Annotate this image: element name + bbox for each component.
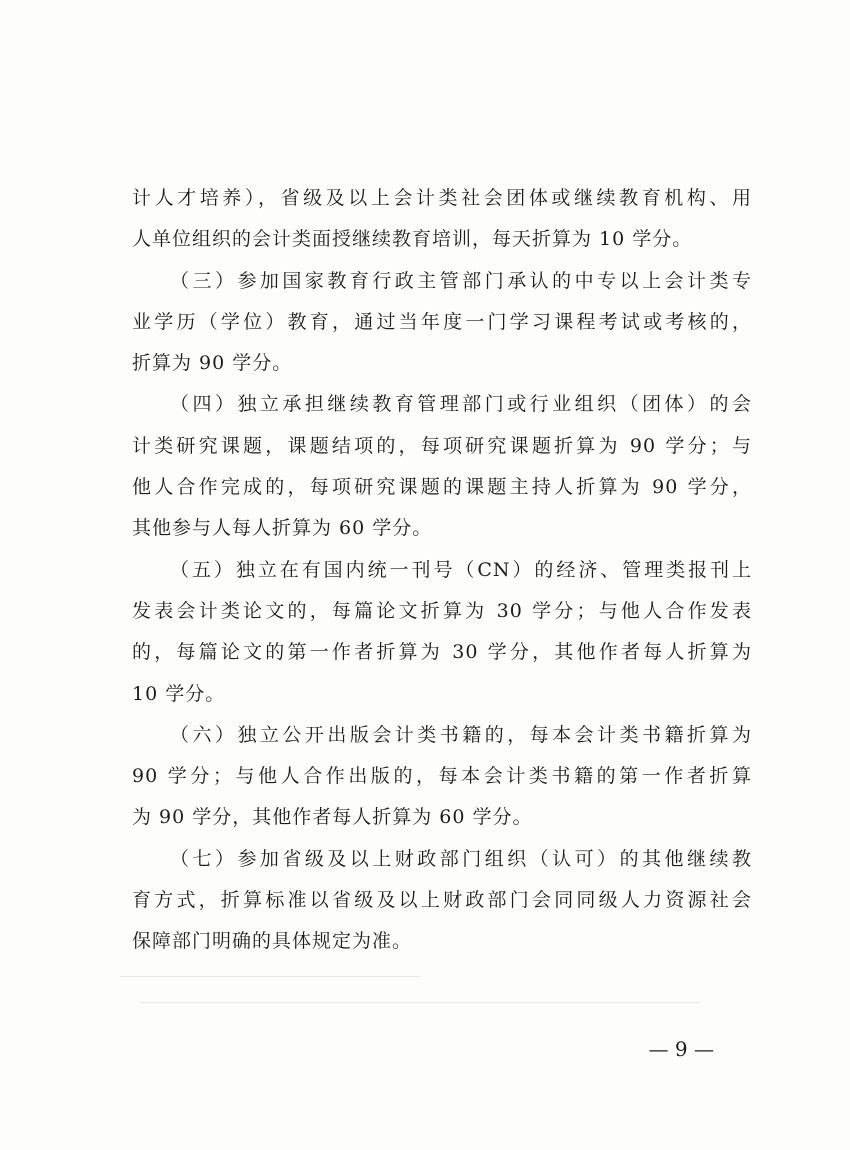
paragraph-7-line: 育方式，折算标准以省级及以上财政部门会同同级人力资源社会 bbox=[132, 889, 752, 912]
paragraph-4-line: 其他参与人每人折算为 60 学分。 bbox=[132, 517, 433, 540]
paragraph-6-line: 为 90 学分，其他作者每人折算为 60 学分。 bbox=[132, 806, 533, 829]
paragraph-3-line: 折算为 90 学分。 bbox=[132, 352, 293, 375]
paragraph-6-line: （六）独立公开出版会计类书籍的，每本会计类书籍折算为 bbox=[170, 723, 752, 746]
paragraph-7-line: （七）参加省级及以上财政部门组织（认可）的其他继续教 bbox=[170, 847, 752, 870]
paragraph-5-line: 的，每篇论文的第一作者折算为 30 学分，其他作者每人折算为 bbox=[132, 641, 752, 664]
text-line: 计人才培养），省级及以上会计类社会团体或继续教育机构、用 bbox=[132, 187, 752, 209]
scan-artifact-line bbox=[120, 976, 420, 977]
paragraph-3-line: （三）参加国家教育行政主管部门承认的中专以上会计类专 bbox=[170, 269, 752, 292]
paragraph-4-line: 他人合作完成的，每项研究课题的课题主持人折算为 90 学分， bbox=[132, 476, 752, 499]
paragraph-5-line: （五）独立在有国内统一刊号（CN）的经济、管理类报刊上 bbox=[170, 558, 752, 581]
paragraph-4-line: 计类研究课题，课题结项的，每项研究课题折算为 90 学分；与 bbox=[132, 434, 752, 457]
text-line: 人单位组织的会计类面授继续教育培训，每天折算为 10 学分。 bbox=[132, 228, 693, 251]
page-number: — 9 — bbox=[648, 1037, 714, 1061]
scan-artifact-line bbox=[140, 1002, 700, 1003]
paragraph-3-line: 业学历（学位）教育，通过当年度一门学习课程考试或考核的， bbox=[132, 310, 752, 333]
paragraph-5-line: 10 学分。 bbox=[132, 682, 226, 705]
paragraph-4-line: （四）独立承担继续教育管理部门或行业组织（团体）的会 bbox=[170, 393, 752, 416]
document-body bbox=[132, 178, 752, 963]
paragraph-7-line: 保障部门明确的具体规定为准。 bbox=[132, 930, 413, 953]
paragraph-5-line: 发表会计类论文的，每篇论文折算为 30 学分；与他人合作发表 bbox=[132, 599, 752, 622]
paragraph-6-line: 90 学分；与他人合作出版的，每本会计类书籍的第一作者折算 bbox=[132, 765, 752, 788]
